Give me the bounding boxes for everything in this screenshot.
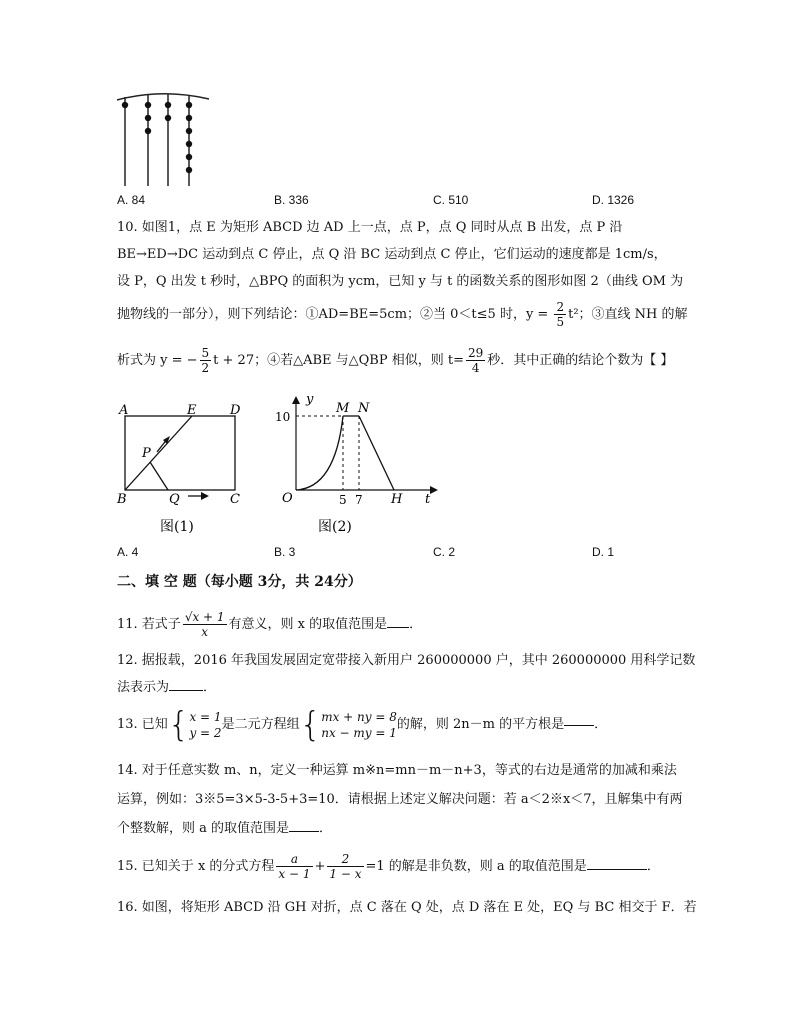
fig2-label-5: 5	[339, 493, 347, 507]
q13-system-1: x = 1 y = 2	[189, 710, 222, 740]
q12-line-1: 12. 据报载，2016 年我国发展固定宽带接入新用户 260000000 户，其中 260000000 用科学记数	[117, 653, 696, 668]
fig2-caption: 图(2)	[318, 519, 352, 535]
q10-line-5: 析式为 y = − $\frac{5}{2}$ t + 27；④若△ABE 与△QBP 相似，则 t= $\frac{29}{4}$ 秒．其中正确的结论个数为【 】	[117, 346, 674, 375]
q9-option-a: A. 84	[117, 193, 146, 207]
q10-option-d: D. 1	[592, 545, 615, 559]
q15-line: 15. 已知关于 x 的分式方程 $\frac{a}{x - 1}$ + $\frac{2}{1 - x}$ =1 的解是非负数，则 a 的取值范围是 ．	[117, 852, 660, 881]
q14-line-2: 运算，例如：3※5=3×5-3-5+3=10．请根据上述定义解决问题：若 a＜2※x＜7，且解集中有两	[117, 792, 683, 807]
fig1-label-p: P	[142, 446, 151, 461]
fig1-caption: 图(1)	[160, 519, 194, 535]
q13-system-2: mx + ny = 8 nx − my = 1	[321, 710, 397, 740]
q10-figure-1	[112, 398, 252, 542]
q10-option-b: B. 3	[274, 545, 296, 559]
fig1-label-b: B	[117, 492, 127, 507]
section-heading: 二、填 空 题（每小题 3分，共 24分）	[117, 574, 362, 590]
q9-option-c: C. 510	[433, 193, 469, 207]
fig2-label-7: 7	[355, 493, 363, 507]
fig1-label-c: C	[230, 492, 240, 507]
q10-option-a: A. 4	[117, 545, 139, 559]
fig2-label-t: t	[425, 492, 431, 507]
q15-fraction-1: $\frac{a}{x - 1}$	[278, 852, 311, 881]
q11-line: 11. 若式子 $\frac{√x + 1}{x}$ 有意义，则 x 的取值范围是 ．	[117, 610, 423, 639]
answer-blank	[587, 869, 647, 870]
fig1-label-d: D	[230, 403, 241, 418]
answer-blank	[564, 725, 594, 726]
fraction-5-2: $\frac{5}{2}$	[201, 346, 210, 375]
q12-line-2: 法表示为 ．	[117, 680, 217, 695]
fig1-label-e: E	[187, 403, 197, 418]
q11-fraction: $\frac{√x + 1}{x}$	[184, 610, 225, 639]
fig2-label-10: 10	[275, 410, 291, 424]
q9-option-b: B. 336	[274, 193, 309, 207]
fig2-label-m: M	[336, 401, 350, 416]
fraction-2-5: $\frac{2}{5}$	[556, 300, 565, 329]
q10-line-1: 10. 如图1，点 E 为矩形 ABCD 边 AD 上一点，点 P，点 Q 同时从点 B 出发，点 P 沿	[117, 220, 623, 235]
answer-blank	[387, 627, 409, 628]
q10-line-2: BE→ED→DC 运动到点 C 停止，点 Q 沿 BC 运动到点 C 停止，它们运动的速度都是 1cm/s，	[117, 247, 667, 262]
fig1-label-q: Q	[169, 492, 180, 507]
q15-fraction-2: $\frac{2}{1 - x}$	[329, 852, 362, 881]
q14-line-3: 个整数解，则 a 的取值范围是 ．	[117, 821, 333, 836]
answer-blank	[169, 690, 203, 691]
fig2-label-y: y	[306, 392, 314, 407]
fig1-label-a: A	[119, 403, 129, 418]
fig2-label-h: H	[391, 492, 403, 507]
q10-line-3: 设 P，Q 出发 t 秒时，△BPQ 的面积为 ycm，已知 y 与 t 的函数关系的图形如图 2（曲线 OM 为	[117, 274, 684, 289]
q14-line-1: 14. 对于任意实数 m、n，定义一种运算 m※n=mn－m－n+3，等式的右边是通常的加减和乘法	[117, 763, 677, 778]
abacus-figure	[112, 90, 212, 190]
fig2-label-n: N	[358, 401, 370, 416]
q16-line-1: 16. 如图，将矩形 ABCD 沿 GH 对折，点 C 落在 Q 处，点 D 落在 E 处，EQ 与 BC 相交于 F．若	[117, 900, 697, 915]
q10-option-c: C. 2	[433, 545, 456, 559]
q13-line: 13. 已知{ x = 1 y = 2 是二元方程组{ mx + ny = 8 nx − my = 1 的解，则 2n－m 的平方根是 ．	[117, 705, 608, 745]
fraction-29-4: $\frac{29}{4}$	[468, 346, 484, 375]
q10-figure-2	[270, 390, 445, 542]
answer-blank	[289, 831, 319, 832]
q9-option-d: D. 1326	[592, 193, 635, 207]
fig2-label-o: O	[282, 491, 293, 506]
q10-line-4: 抛物线的一部分），则下列结论：①AD=BE=5cm；②当 0＜t≤5 时，y = $\frac{2}{5}$ t²；③直线 NH 的解	[117, 300, 688, 329]
